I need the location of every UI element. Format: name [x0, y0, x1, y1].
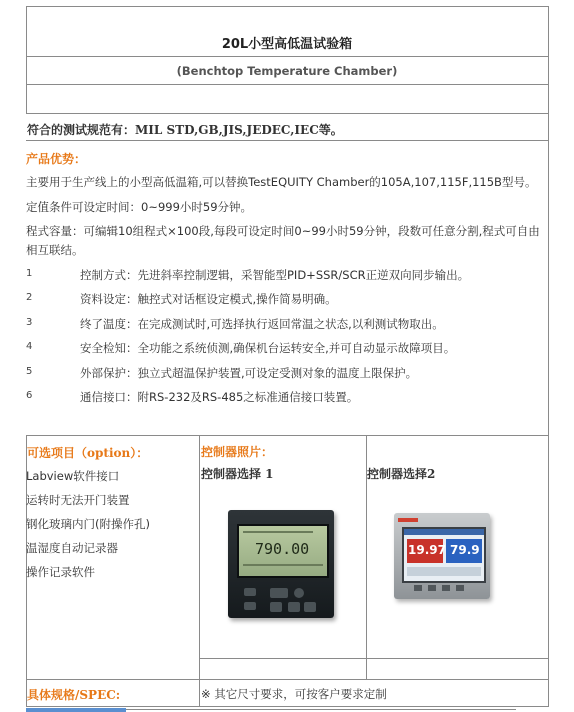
spec-heading: 具体规格/SPEC: — [27, 688, 121, 702]
page-subtitle: (Benchtop Temperature Chamber) — [176, 64, 398, 78]
list-item: 终了温度：在完成测试时,可选择执行返回常温之状态,以利测试物取出。 — [80, 317, 444, 331]
list-item: 资料设定：触控式对话框设定模式,操作简易明确。 — [80, 292, 337, 306]
row-divider — [26, 435, 549, 436]
standards-text: 符合的测试规范有：MIL STD,GB,JIS,JEDEC,IEC等。 — [27, 123, 343, 137]
advantages-para-1: 主要用于生产线上的小型高低温箱,可以替换TestEQUITY Chamber的105A,107,115F,115B型号。 — [26, 175, 537, 189]
controller-2-sv-value: 79.9 — [450, 543, 480, 557]
advantages-para-2: 定值条件可设定时间：0~999小时59分钟。 — [26, 200, 253, 214]
row-divider — [26, 56, 549, 57]
options-heading: 可选项目（option）： — [27, 446, 149, 460]
controller-1-screen — [237, 524, 329, 578]
list-item: 通信接口：附RS-232及RS-485之标准通信接口装置。 — [80, 390, 359, 404]
advantages-para-3-cont: 相互联结。 — [26, 243, 84, 257]
controller-2-pv-value: 19.97 — [408, 543, 446, 557]
row-divider — [200, 658, 549, 659]
option-item: 钢化玻璃内门(附操作孔) — [26, 517, 150, 531]
list-item-number: 3 — [26, 317, 33, 328]
controller-2-photo — [394, 513, 490, 599]
list-item: 控制方式：先进斜率控制逻辑，采智能型PID+SSR/SCR正逆双向同步输出。 — [80, 268, 470, 282]
controllers-heading: 控制器照片： — [201, 445, 274, 459]
column-divider — [199, 435, 200, 706]
row-divider — [26, 113, 549, 114]
row-divider — [126, 709, 516, 710]
option-item: 温湿度自动记录器 — [26, 541, 118, 555]
controller-2-buttons — [414, 585, 474, 593]
row-divider — [26, 679, 549, 680]
advantages-para-3: 程式容量：可编辑10组程式×100段,每段可设定时间0~99小时59分钟，段数可任意分割,程式可自由 — [26, 224, 540, 238]
table-border-right — [548, 6, 549, 706]
list-item-number: 2 — [26, 292, 33, 303]
row-divider — [26, 706, 549, 707]
table-border-left — [26, 6, 27, 114]
row-divider — [26, 84, 549, 85]
list-item: 外部保护：独立式超温保护装置,可设定受测对象的温度上限保护。 — [80, 366, 418, 380]
controller-1-photo — [228, 510, 334, 618]
spec-table-top-edge — [26, 708, 126, 712]
controller-choice-1-label: 控制器选择 1 — [201, 467, 274, 481]
page-title: 20L小型高低温试验箱 — [221, 37, 353, 52]
list-item-number: 4 — [26, 341, 33, 352]
controller-choice-2-label: 控制器选择2 — [367, 467, 436, 481]
list-item-number: 6 — [26, 390, 33, 401]
option-item: 操作记录软件 — [26, 565, 95, 579]
controller-1-buttons — [244, 588, 318, 614]
controller-2-screen — [402, 527, 486, 583]
spec-note: ※ 其它尺寸要求，可按客户要求定制 — [201, 687, 387, 701]
option-item: Labview软件接口 — [26, 469, 120, 483]
option-item: 运转时无法开门装置 — [26, 493, 130, 507]
row-divider — [26, 140, 549, 141]
list-item-number: 1 — [26, 268, 33, 279]
list-item-number: 5 — [26, 366, 33, 377]
controller-1-display-value: 790.00 — [255, 540, 310, 558]
list-item: 安全检知：全功能之系统侦测,确保机台运转安全,并可自动显示故障项目。 — [80, 341, 456, 355]
table-border-top — [26, 6, 549, 7]
advantages-heading: 产品优势： — [26, 152, 87, 166]
